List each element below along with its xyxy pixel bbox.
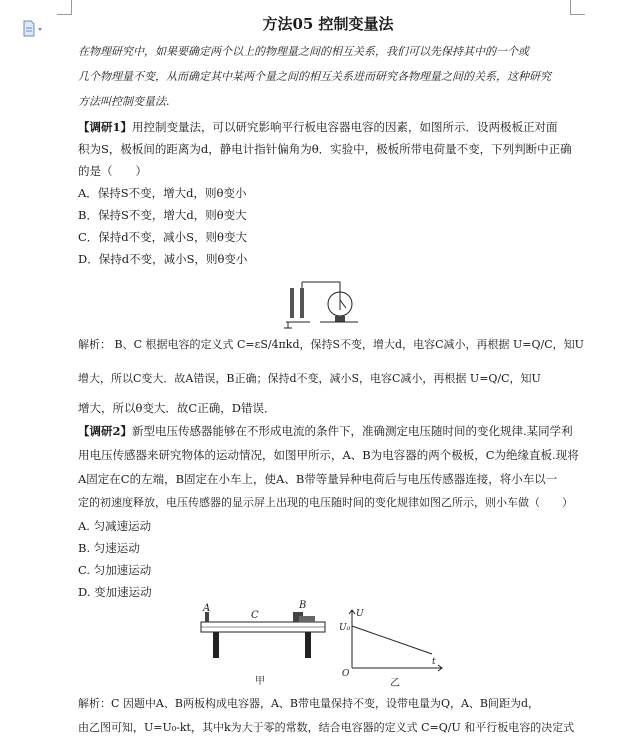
q1-line-3: 的是（ ） [78,164,147,178]
q2-line-1: 【调研2】新型电压传感器能够在不形成电流的条件下，准确测定电压随时间的变化规律.某同学利 [78,424,573,438]
chevron-down-icon [38,28,42,31]
q1-option-c: C．保持d不变，减小S，则θ变大 [78,230,247,244]
q1-line-2: 积为S，极板间的距离为d，静电计指针偏角为θ．实验中，极板所带电荷量不变，下列判断中正确 [78,142,572,156]
label-a: A [203,603,211,614]
voltage-time-graph [338,606,448,690]
q1-solution-line-3: 增大，所以θ变大．故C正确，D错误． [78,401,276,415]
q2-tag: 【调研2】 [78,424,133,438]
document-icon[interactable] [22,20,46,38]
q2-solution-line-2: 由乙图可知，U=U₀-kt，其中k为大于零的常数，结合电容器的定义式 C=Q/U 和平行板电容的决定式 [78,721,575,734]
q1-option-b: B．保持S不变，增大d，则θ变大 [78,208,247,222]
margin-mark-left [57,0,72,15]
q1-option-a: A．保持S不变，增大d，则θ变小 [78,186,247,200]
axis-label-t: t [432,657,436,667]
axis-label-u: U [356,609,364,619]
q2-solution-line-1: 解析：C 因题中A、B两板构成电容器，A、B带电量保持不变，设带电量为Q，A、B间距为d， [78,697,540,710]
tick-label-u0: U₀ [339,623,351,633]
intro-line-2: 几个物理量不变，从而确定其中某两个量之间的相互关系进而研究各物理量之间的关系，这种研究 [78,70,551,83]
q2-line-3: A固定在C的左端，B固定在小车上，使A、B带等量异种电荷后与电压传感器连接，将小车以一 [78,472,558,486]
q2-line-4: 定的初速度释放，电压传感器的显示屏上出现的电压随时间的变化规律如图乙所示，则小车做（ ） [78,496,573,509]
q1-line-1: 【调研1】用控制变量法，可以研究影响平行板电容器电容的因素，如图所示．设两极板正对面 [78,120,558,134]
q2-option-a: A. 匀减速运动 [78,519,152,533]
q2-option-c: C. 匀加速运动 [78,563,152,577]
capacitor-electrometer-figure [280,278,372,330]
intro-line-1: 在物理研究中，如果要确定两个以上的物理量之间的相互关系，我们可以先保持其中的一个或 [78,45,529,58]
q1-option-d: D．保持d不变，减小S，则θ变小 [78,252,248,266]
q1-solution-line-2: 增大，所以C变大．故A错误，B正确；保持d不变，减小S，电容C减小，再根据 U=Q/C，知U [78,372,541,385]
intro-line-3: 方法叫控制变量法. [78,95,170,108]
q2-option-d: D. 变加速运动 [78,585,152,599]
q1-solution-line-1: 解析： B、C 根据电容的定义式 C=εS/4πkd，保持S不变，增大d，电容C减小，再根据 U=Q/C，知U [78,338,584,351]
label-yi: 乙 [390,678,400,689]
q2-line-2: 用电压传感器来研究物体的运动情况，如图甲所示，A、B为电容器的两个极板，C为绝缘直板.现将 [78,448,579,462]
q1-tag: 【调研1】 [78,120,133,134]
label-jia: 甲 [255,676,265,687]
label-c: C [251,610,259,621]
origin-label: O [342,669,350,679]
page-title: 方法05 控制变量法 [262,15,394,33]
q2-option-b: B. 匀速运动 [78,541,140,555]
label-b: B [299,600,307,611]
cart-board-figure [195,600,330,690]
